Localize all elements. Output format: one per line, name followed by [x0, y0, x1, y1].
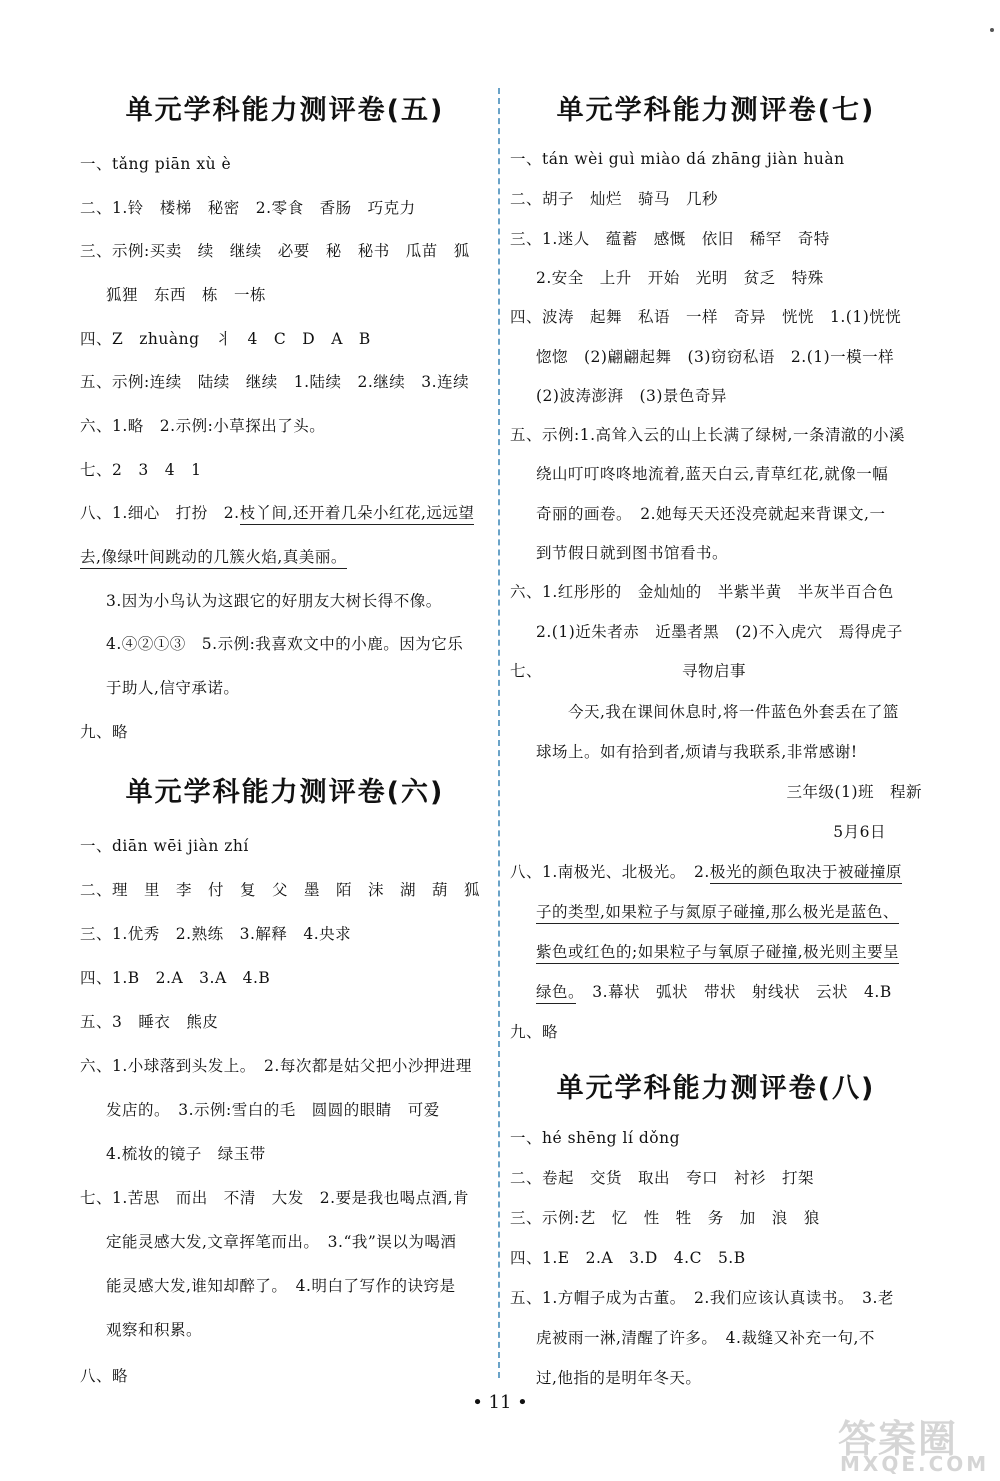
- answer-line: 奇丽的画卷。 2.她每天天还没亮就起来背课文,一: [536, 505, 886, 523]
- section-5-title: 单元学科能力测评卷(五): [125, 95, 445, 126]
- answer-line: 发店的。 3.示例:雪白的毛 圆圆的眼睛 可爱: [106, 1101, 440, 1119]
- answer-line: [536, 940, 899, 962]
- notice-title: 寻物启事: [682, 662, 747, 680]
- answer-line: 七、1.苦思 而出 不清 大发 2.要是我也喝点酒,肯: [80, 1189, 470, 1207]
- watermark-text: 答案圈: [838, 1417, 959, 1461]
- answer-line: 五、示例:1.高耸入云的山上长满了绿树,一条清澈的小溪: [510, 426, 905, 444]
- answer-line: [80, 545, 347, 567]
- answer-line: 四、1.E 2.A 3.D 4.C 5.B: [510, 1249, 746, 1267]
- notice-body: 今天,我在课间休息时,将一件蓝色外套丢在了篮: [568, 703, 899, 721]
- answer-line: 六、1.红彤彤的 金灿灿的 半紫半黄 半灰半百合色: [510, 583, 894, 601]
- answer-line: 七、2 3 4 1: [80, 461, 202, 479]
- answer-text: 八、1.细心 打扮 2.: [80, 504, 240, 522]
- answer-line: 八、略: [80, 1367, 129, 1385]
- answer-line: 二、卷起 交货 取出 夸口 衬衫 打架: [510, 1169, 815, 1187]
- answer-line: 一、diān wēi jiàn zhí: [80, 837, 249, 855]
- answer-line: 三、1.优秀 2.熟练 3.解释 4.央求: [80, 925, 352, 943]
- answer-line: [510, 860, 902, 882]
- section-6-title: 单元学科能力测评卷(六): [125, 777, 445, 808]
- notice-date: 5月6日: [833, 823, 886, 841]
- underlined-answer: 去,像绿叶间跳动的几簇火焰,真美丽。: [80, 548, 347, 569]
- answer-line: 六、1.小球落到头发上。 2.每次都是姑父把小沙押进理: [80, 1057, 472, 1075]
- answer-text: 3.幕状 弧状 带状 射线状 云状 4.B: [576, 983, 892, 1001]
- notice-body: 球场上。如有拾到者,烦请与我联系,非常感谢!: [536, 743, 858, 761]
- answer-line: 三、1.迷人 蕴蓄 感慨 依旧 稀罕 奇特: [510, 230, 830, 248]
- underlined-answer: 紫色或红色的;如果粒子与氧原子碰撞,极光则主要呈: [536, 943, 899, 964]
- section-8-title: 单元学科能力测评卷(八): [556, 1073, 876, 1104]
- notice-signature: 三年级(1)班 程新: [786, 783, 922, 801]
- answer-line: 二、1.铃 楼梯 秘密 2.零食 香肠 巧克力: [80, 199, 416, 217]
- underlined-answer: 绿色。: [536, 983, 576, 1004]
- corner-dot: [990, 28, 994, 32]
- answer-line: 五、3 睡衣 熊皮: [80, 1013, 219, 1031]
- answer-line: 四、波涛 起舞 私语 一样 奇异 恍恍 1.(1)恍恍: [510, 308, 902, 326]
- underlined-answer: 枝丫间,还开着几朵小红花,远远望: [240, 504, 475, 525]
- answer-line: 三、示例:艺 忆 性 牲 务 加 浪 狼: [510, 1209, 820, 1227]
- answer-line: 2.安全 上升 开始 光明 贫乏 特殊: [536, 269, 824, 287]
- answer-line: 九、略: [510, 1023, 559, 1041]
- column-divider: [498, 88, 500, 1378]
- answer-line: [536, 900, 899, 922]
- answer-line: 二、胡子 灿烂 骑马 几秒: [510, 190, 719, 208]
- answer-line: [80, 501, 474, 523]
- answer-line: 七、: [510, 662, 543, 680]
- answer-line: 一、tǎng piān xù è: [80, 155, 232, 173]
- answer-line: 五、1.方帽子成为古董。 2.我们应该认真读书。 3.老: [510, 1289, 894, 1307]
- answer-text: 八、1.南极光、北极光。 2.: [510, 863, 710, 881]
- answer-line: (2)波涛澎湃 (3)景色奇异: [536, 387, 727, 405]
- answer-line: 绕山叮叮咚咚地流着,蓝天白云,青草红花,就像一幅: [536, 465, 889, 483]
- answer-line: 3.因为小鸟认为这跟它的好朋友大树长得不像。: [106, 592, 442, 610]
- answer-line: 一、hé shēng lí dǒng: [510, 1129, 681, 1147]
- watermark-url: MXQE.COM: [840, 1452, 990, 1476]
- answer-line: 过,他指的是明年冬天。: [536, 1369, 702, 1387]
- answer-line: 二、理 里 李 付 复 父 墨 陌 沫 湖 葫 狐: [80, 881, 481, 899]
- answer-line: 于助人,信守承诺。: [106, 679, 240, 697]
- page-number: • 11 •: [472, 1392, 528, 1413]
- answer-line: 4.梳妆的镜子 绿玉带: [106, 1145, 266, 1163]
- answer-line: [536, 980, 892, 1002]
- answer-line: 到节假日就到图书馆看书。: [536, 544, 729, 562]
- answer-line: 2.(1)近朱者赤 近墨者黑 (2)不入虎穴 焉得虎子: [536, 623, 903, 641]
- watermark-logo: [818, 1408, 993, 1478]
- answer-line: 三、示例:买卖 续 继续 必要 秘 秘书 瓜苗 狐: [80, 242, 470, 260]
- section-7-title: 单元学科能力测评卷(七): [556, 95, 876, 126]
- answer-line: 定能灵感大发,文章挥笔而出。 3.“我”误以为喝酒: [106, 1233, 457, 1251]
- answer-line: 狐狸 东西 栋 一栋: [106, 286, 267, 304]
- answer-line: 九、略: [80, 723, 129, 741]
- answer-line: 4.④②①③ 5.示例:我喜欢文中的小鹿。因为它乐: [106, 635, 464, 653]
- answer-line: 六、1.略 2.示例:小草探出了头。: [80, 417, 326, 435]
- answer-line: 观察和积累。: [106, 1321, 203, 1339]
- answer-line: 能灵感大发,谁知却醉了。 4.明白了写作的诀窍是: [106, 1277, 456, 1295]
- underlined-answer: 极光的颜色取决于被碰撞原: [710, 863, 902, 884]
- answer-line: 五、示例:连续 陆续 继续 1.陆续 2.继续 3.连续: [80, 373, 470, 391]
- answer-line: 四、1.B 2.A 3.A 4.B: [80, 969, 271, 987]
- answer-line: 一、tán wèi guì miào dá zhāng jiàn huàn: [510, 150, 845, 168]
- answer-line: 虎被雨一淋,清醒了许多。 4.裁缝又补充一句,不: [536, 1329, 875, 1347]
- answer-line: 惚惚 (2)翩翩起舞 (3)窃窃私语 2.(1)一模一样: [536, 348, 895, 366]
- underlined-answer: 子的类型,如果粒子与氮原子碰撞,那么极光是蓝色、: [536, 903, 899, 924]
- answer-line: 四、Z zhuàng 丬 4 C D A B: [80, 330, 371, 348]
